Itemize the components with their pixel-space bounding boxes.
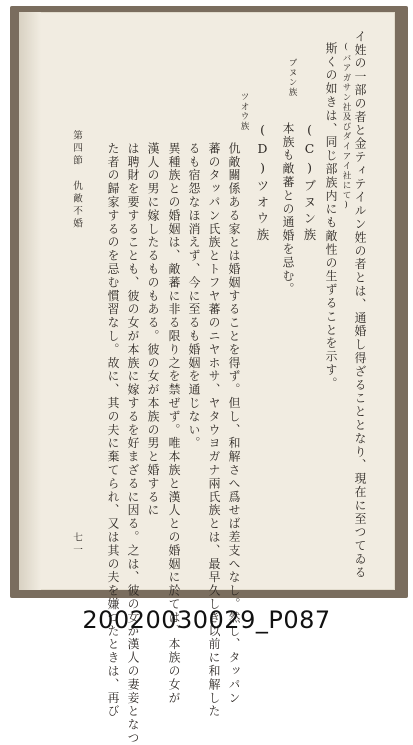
- text-line-13: た者の歸家するのを忌む慣習なし。故に、其の夫に棄てられ、又は其の夫を嫌つたときは、再び: [106, 142, 120, 719]
- page-gutter-shadow: [19, 12, 41, 590]
- text-line-2-note: (バアガサン社及びダイアイ社にて): [341, 42, 351, 212]
- page-number: 七一: [71, 532, 82, 558]
- text-line-10: 異種族との婚姻は、敵蕃に非る限り之を禁ぜず。唯本族と漢人との婚姻に於ては、本族の女が: [167, 142, 181, 705]
- text-line-1: イ姓の一部の者と金ティテイルン姓の者とは、通婚し得ざることとなり、現在に至つてゐる: [353, 30, 367, 580]
- section-heading-tsou: (D)ツオウ族: [255, 122, 270, 245]
- section-heading-bunun: (C)ブヌン族: [302, 122, 317, 245]
- text-line-9: るも宿怨なほ消えず、今に至るも婚姻を通じない。: [187, 142, 201, 451]
- margin-label-bunun: ブヌン族: [287, 58, 297, 98]
- running-head: 第四節 仇敵不婚: [71, 130, 82, 231]
- text-line-11: 漢人の男に嫁したるものもある。彼の女が本族の男と婚するに: [146, 142, 160, 518]
- text-line-3: 斯くの如きは、同じ部族内にも敵性の生ずることを示す。: [324, 42, 338, 391]
- margin-label-tsou: ツオウ族: [239, 92, 249, 132]
- image-caption-id: 20020030029_P087: [82, 606, 331, 634]
- text-line-12: は聘財を要することも、彼の女が本族に嫁するを好まざるに因る。之は、彼の女が漢人の妻妾となつ: [126, 142, 140, 745]
- text-line-7: 仇敵關係ある家とは婚姻することを得ず。但し、和解さへ爲せば差支へなし。然し、タッパン: [227, 142, 241, 705]
- text-line-bunun: 本族も敵蕃との通婚を忌む。: [281, 122, 295, 297]
- text-line-8: 蕃のタッパン氏族とトフヤ蕃のニヤホサ、ヤタウヨガナ兩氏族とは、最早久しき以前に和解した: [207, 142, 221, 719]
